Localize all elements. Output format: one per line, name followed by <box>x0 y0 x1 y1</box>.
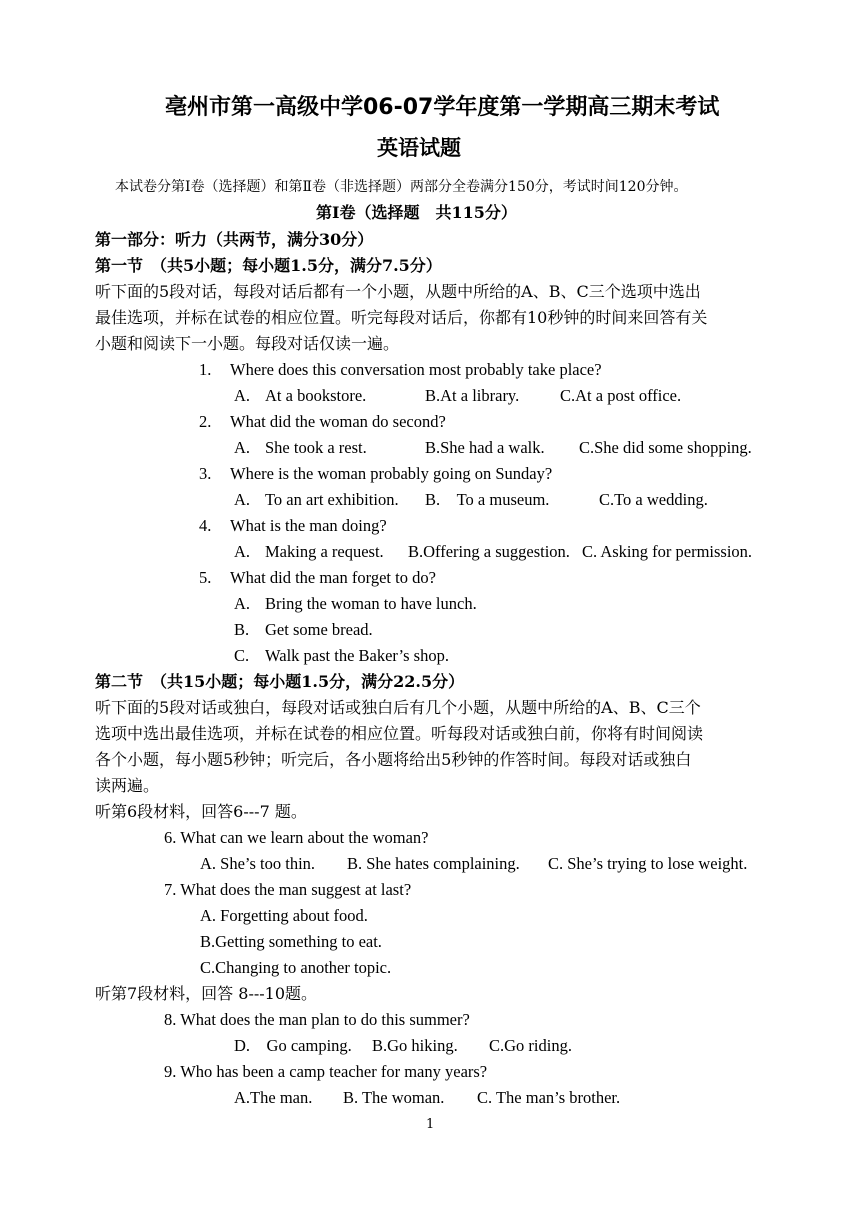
question-1 <box>199 360 602 380</box>
option-a: A.The man. <box>234 1088 313 1107</box>
question-text: Where is the woman probably going on Sunday? <box>230 464 553 483</box>
section2-instructions-line: 选项中选出最佳选项，并标在试卷的相应位置。听每段对话或独白前，你将有时间阅读 <box>95 724 704 743</box>
question-6: 6. What can we learn about the woman? <box>164 828 429 847</box>
option-c: C.At a post office. <box>560 386 682 405</box>
part1-heading: 第一部分：听力（共两节，满分30分） <box>95 230 374 249</box>
option-c: C. She’s trying to lose weight. <box>548 854 748 873</box>
option-c: C.To a wedding. <box>599 490 708 509</box>
section1-instructions-line: 听下面的5段对话，每段对话后都有一个小题，从题中所给的A、B、C三个选项中选出 <box>95 282 701 301</box>
question-number: 2. <box>199 412 212 431</box>
question-4 <box>199 516 387 536</box>
exam-intro: 本试卷分第Ⅰ卷（选择题）和第Ⅱ卷（非选择题）两部分全卷满分150分，考试时间120分钟。 <box>115 179 688 195</box>
option-b: B.She had a walk. <box>425 438 545 457</box>
material-7-label: 听第7段材料，回答 8---10题。 <box>95 984 318 1003</box>
option-a: A. Forgetting about food. <box>200 906 368 925</box>
section2-instructions-line: 读两遍。 <box>95 776 160 795</box>
option-c: C. Asking for permission. <box>582 542 753 561</box>
option-a: A. Bring the woman to have lunch. <box>234 594 477 613</box>
question-2 <box>199 412 446 432</box>
question-3 <box>199 464 552 484</box>
option-b: B.Go hiking. <box>372 1036 458 1055</box>
section1-instructions-line: 小题和阅读下一小题。每段对话仅读一遍。 <box>95 334 400 353</box>
option-b: B.Getting something to eat. <box>200 932 382 951</box>
option-a: A. She took a rest. <box>234 438 367 457</box>
option-b: B. The woman. <box>343 1088 445 1107</box>
question-number: 3. <box>199 464 212 483</box>
option-c: C. Walk past the Baker’s shop. <box>234 646 449 665</box>
option-b: B. To a museum. <box>425 490 550 509</box>
question-9: 9. Who has been a camp teacher for many years? <box>164 1062 488 1081</box>
question-8: 8. What does the man plan to do this summer? <box>164 1010 470 1029</box>
option-a: A. At a bookstore. <box>234 386 367 405</box>
option-b: B.At a library. <box>425 386 520 405</box>
section2-instructions-line: 各个小题，每小题5秒钟；听完后，各小题将给出5秒钟的作答时间。每段对话或独白 <box>95 750 692 769</box>
question-text: What did the man forget to do? <box>230 568 436 587</box>
question-5 <box>199 568 436 588</box>
option-b: B. She hates complaining. <box>347 854 520 873</box>
section2-heading: 第二节 （共15小题；每小题1.5分，满分22.5分） <box>95 672 465 691</box>
option-c: C.Go riding. <box>489 1036 572 1055</box>
question-number: 1. <box>199 360 212 379</box>
section1-instructions-line: 最佳选项，并标在试卷的相应位置。听完每段对话后，你都有10秒钟的时间来回答有关 <box>95 308 708 327</box>
option-a: A. Making a request. <box>234 542 384 561</box>
option-a: A. To an art exhibition. <box>234 490 399 509</box>
question-7: 7. What does the man suggest at last? <box>164 880 412 899</box>
material-6-label: 听第6段材料，回答6---7 题。 <box>95 802 307 821</box>
question-number: 4. <box>199 516 212 535</box>
option-c: C.Changing to another topic. <box>200 958 392 977</box>
option-c: C. The man’s brother. <box>477 1088 621 1107</box>
question-number: 5. <box>199 568 212 587</box>
section1-heading: 第一节 （共5小题；每小题1.5分，满分7.5分） <box>95 256 442 275</box>
option-a: A. She’s too thin. <box>200 854 316 873</box>
exam-title: 亳州市第一高级中学06-07学年度第一学期高三期末考试 <box>165 95 720 120</box>
option-b: B.Offering a suggestion. <box>408 542 570 561</box>
question-text: Where does this conversation most probably take place? <box>230 360 602 379</box>
option-c: C.She did some shopping. <box>579 438 752 457</box>
question-text: What is the man doing? <box>230 516 387 535</box>
option-b: B. Get some bread. <box>234 620 373 639</box>
option-d: D. Go camping. <box>234 1036 352 1055</box>
section2-instructions-line: 听下面的5段对话或独白，每段对话或独白后有几个小题，从题中所给的A、B、C三个 <box>95 698 701 717</box>
page-number: 1 <box>426 1117 435 1132</box>
volume1-heading: 第Ⅰ卷（选择题 共115分） <box>316 203 517 222</box>
exam-subtitle: 英语试题 <box>377 136 461 160</box>
question-text: What did the woman do second? <box>230 412 446 431</box>
